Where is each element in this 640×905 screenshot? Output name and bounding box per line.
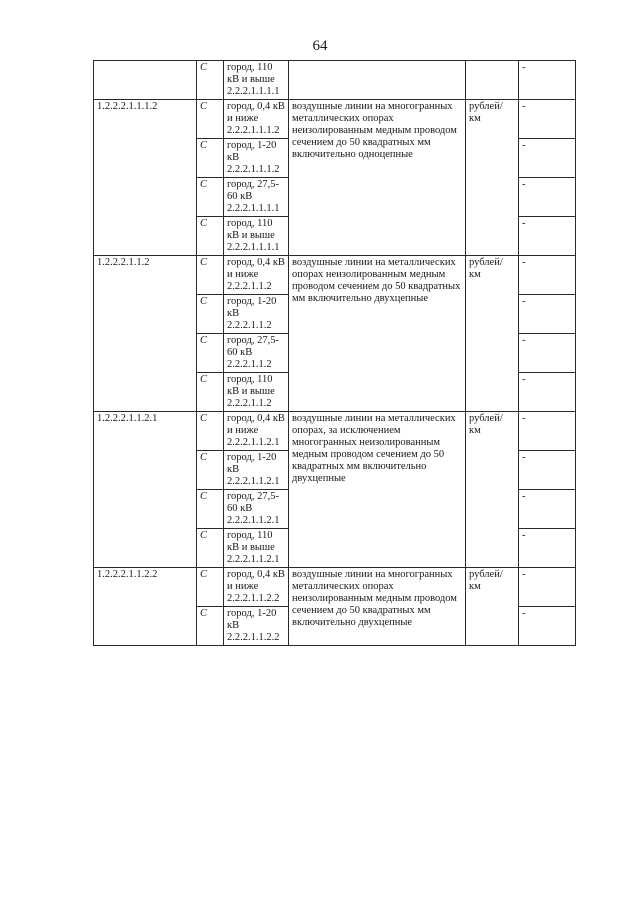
row-flag: С: [197, 373, 224, 412]
row-territory: город, 27,5-60 кВ 2.2.2.1.1.2.1: [224, 490, 289, 529]
row-flag: С: [197, 61, 224, 100]
row-flag: С: [197, 607, 224, 646]
row-code: 1.2.2.2.1.1.2: [94, 256, 197, 412]
row-value: -: [519, 100, 576, 139]
row-flag: С: [197, 178, 224, 217]
row-value: -: [519, 490, 576, 529]
row-flag: С: [197, 139, 224, 178]
row-code: [94, 61, 197, 100]
row-territory: город, 27,5-60 кВ 2.2.2.1.1.1.1: [224, 178, 289, 217]
row-flag: С: [197, 412, 224, 451]
row-flag: С: [197, 451, 224, 490]
row-value: -: [519, 178, 576, 217]
table-row: [94, 256, 576, 295]
row-territory: город, 0,4 кВ и ниже 2.2.2.1.1.2.2: [224, 568, 289, 607]
row-territory: город, 110 кВ и выше 2.2.2.1.1.1.1: [224, 217, 289, 256]
table-row: [94, 100, 576, 139]
row-value: -: [519, 529, 576, 568]
row-territory: город, 27,5-60 кВ 2.2.2.1.1.2: [224, 334, 289, 373]
row-value: -: [519, 412, 576, 451]
row-territory: город, 110 кВ и выше 2.2.2.1.1.2: [224, 373, 289, 412]
row-territory: город, 110 кВ и выше 2.2.2.1.1.1.1: [224, 61, 289, 100]
row-territory: город, 1-20 кВ 2.2.2.1.1.2.2: [224, 607, 289, 646]
row-value: -: [519, 217, 576, 256]
row-flag: С: [197, 217, 224, 256]
row-flag: С: [197, 256, 224, 295]
row-flag: С: [197, 100, 224, 139]
row-territory: город, 0,4 кВ и ниже 2.2.2.1.1.1.2: [224, 100, 289, 139]
row-unit: рублей/ км: [466, 412, 519, 568]
row-value: -: [519, 607, 576, 646]
row-value: -: [519, 295, 576, 334]
row-unit: рублей/ км: [466, 568, 519, 646]
row-value: -: [519, 373, 576, 412]
row-value: -: [519, 256, 576, 295]
row-code: 1.2.2.2.1.1.2.1: [94, 412, 197, 568]
row-flag: С: [197, 529, 224, 568]
row-description: [289, 61, 466, 100]
row-description: воздушные линии на многогранных металлических опорах неизолированным медным проводом сечением до 50 квадратных мм включительно двухцепные: [289, 568, 466, 646]
row-flag: С: [197, 490, 224, 529]
page-number: 64: [312, 38, 328, 54]
row-territory: город, 1-20 кВ 2.2.2.1.1.1.2: [224, 139, 289, 178]
row-territory: город, 110 кВ и выше 2.2.2.1.1.2.1: [224, 529, 289, 568]
row-value: -: [519, 451, 576, 490]
row-value: -: [519, 61, 576, 100]
row-territory: город, 0,4 кВ и ниже 2.2.2.1.1.2.1: [224, 412, 289, 451]
row-flag: С: [197, 295, 224, 334]
row-code: 1.2.2.2.1.1.2.2: [94, 568, 197, 646]
row-territory: город, 1-20 кВ 2.2.2.1.1.2: [224, 295, 289, 334]
row-value: -: [519, 334, 576, 373]
row-value: -: [519, 568, 576, 607]
row-flag: С: [197, 568, 224, 607]
row-unit: [466, 61, 519, 100]
row-description: воздушные линии на металлических опорах неизолированным медным проводом сечением до 50 квадратных мм включительно двухцепные: [289, 256, 466, 412]
table-row: [94, 412, 576, 451]
row-territory: город, 0,4 кВ и ниже 2.2.2.1.1.2: [224, 256, 289, 295]
row-description: воздушные линии на металлических опорах, за исключением многогранных неизолированным медным проводом сечением до 50 квадратных мм включительно двухцепные: [289, 412, 466, 568]
table-row: [94, 568, 576, 607]
row-description: воздушные линии на многогранных металлических опорах неизолированным медным проводом сечением до 50 квадратных мм включительно одноцепные: [289, 100, 466, 256]
row-code: 1.2.2.2.1.1.1.2: [94, 100, 197, 256]
row-value: -: [519, 139, 576, 178]
row-unit: рублей/ км: [466, 256, 519, 412]
table-row: [94, 61, 576, 100]
row-flag: С: [197, 334, 224, 373]
tariff-table: [93, 60, 576, 646]
row-territory: город, 1-20 кВ 2.2.2.1.1.2.1: [224, 451, 289, 490]
row-unit: рублей/ км: [466, 100, 519, 256]
tariff-table-body: [94, 61, 576, 646]
